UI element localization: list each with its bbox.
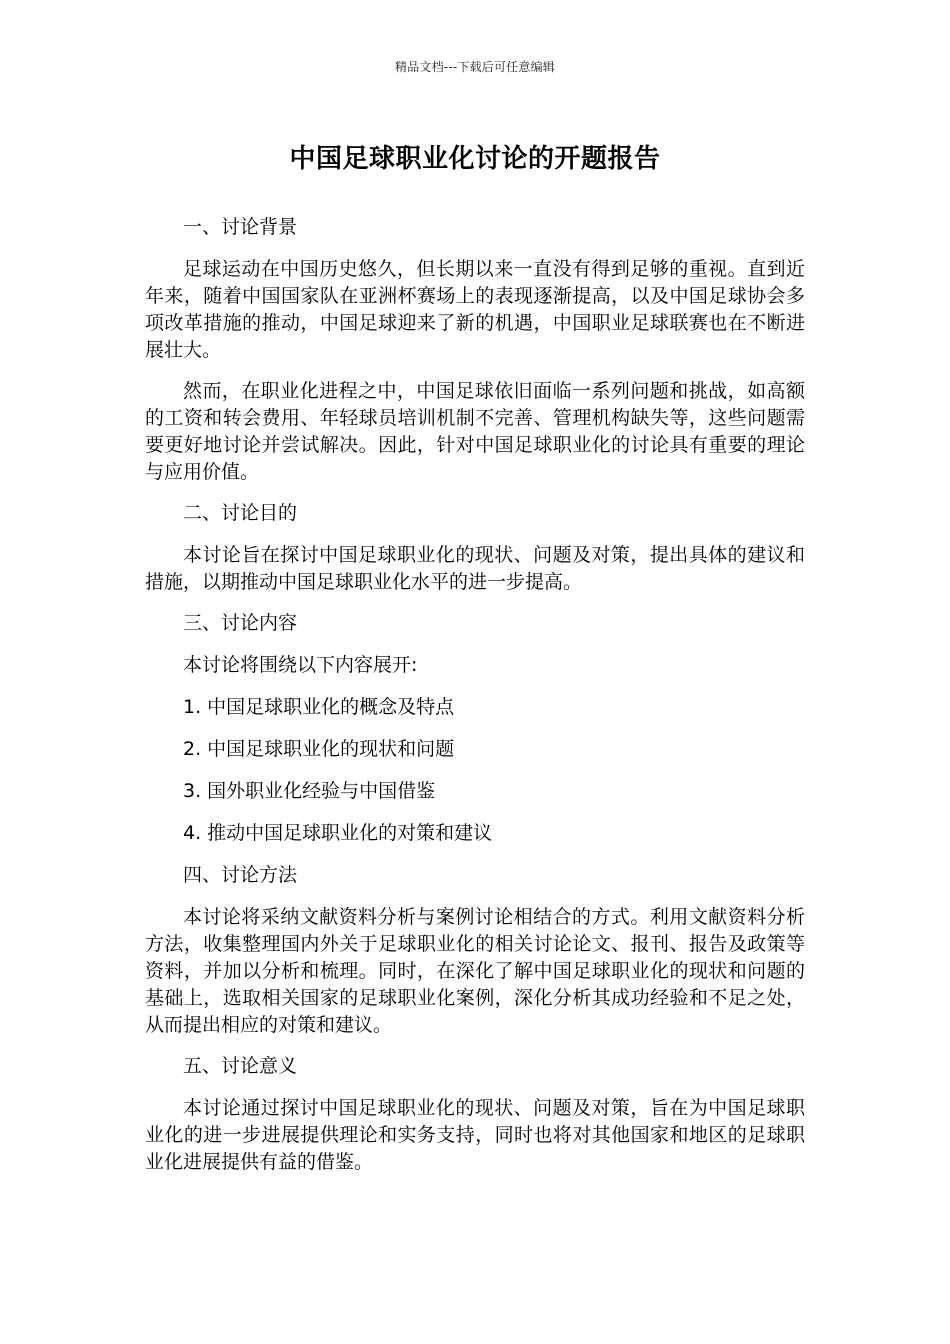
list-item: 4. 推动中国足球职业化的对策和建议 [183,822,493,844]
list-item: 1. 中国足球职业化的概念及特点 [183,696,455,718]
header-note: 精品文档---下载后可任意编辑 [395,60,555,74]
list-item: 2. 中国足球职业化的现状和问题 [183,738,455,760]
content-intro: 本讨论将围绕以下内容展开: [183,654,418,676]
paragraph: 本讨论通过探讨中国足球职业化的现状、问题及对策，旨在为中国足球职业化的进一步进展提供理论和实务支持，同时也将对其他国家和地区的足球职业化进展提供有益的借鉴。 [145,1097,805,1173]
document-title: 中国足球职业化讨论的开题报告 [289,144,661,174]
document-body [145,214,805,1190]
section-heading-content: 三、讨论内容 [183,612,298,634]
paragraph: 然而，在职业化进程之中，中国足球依旧面临一系列问题和挑战，如高额的工资和转会费用、年轻球员培训机制不完善、管理机构缺失等，这些问题需要更好地讨论并尝试解决。因此，针对中国足球职业化的讨论具有重要的理论与应用价值。 [145,380,805,483]
paragraph: 本讨论将采纳文献资料分析与案例讨论相结合的方式。利用文献资料分析方法，收集整理国内外关于足球职业化的相关讨论论文、报刊、报告及政策等资料，并加以分析和梳理。同时，在深化了解中国足球职业化的现状和问题的基础上，选取相关国家的足球职业化案例，深化分析其成功经验和不足之处，从而提出相应的对策和建议。 [145,906,805,1036]
section-heading-method: 四、讨论方法 [183,864,298,886]
paragraph: 本讨论旨在探讨中国足球职业化的现状、问题及对策，提出具体的建议和措施，以期推动中国足球职业化水平的进一步提高。 [145,544,805,593]
list-item: 3. 国外职业化经验与中国借鉴 [183,780,436,802]
section-heading-background: 一、讨论背景 [183,216,298,238]
section-heading-significance: 五、讨论意义 [183,1055,298,1077]
section-heading-purpose: 二、讨论目的 [183,502,298,524]
paragraph: 足球运动在中国历史悠久，但长期以来一直没有得到足够的重视。直到近年来，随着中国国家队在亚洲杯赛场上的表现逐渐提高，以及中国足球协会多项改革措施的推动，中国足球迎来了新的机遇，中国职业足球联赛也在不断进展壮大。 [145,258,805,361]
